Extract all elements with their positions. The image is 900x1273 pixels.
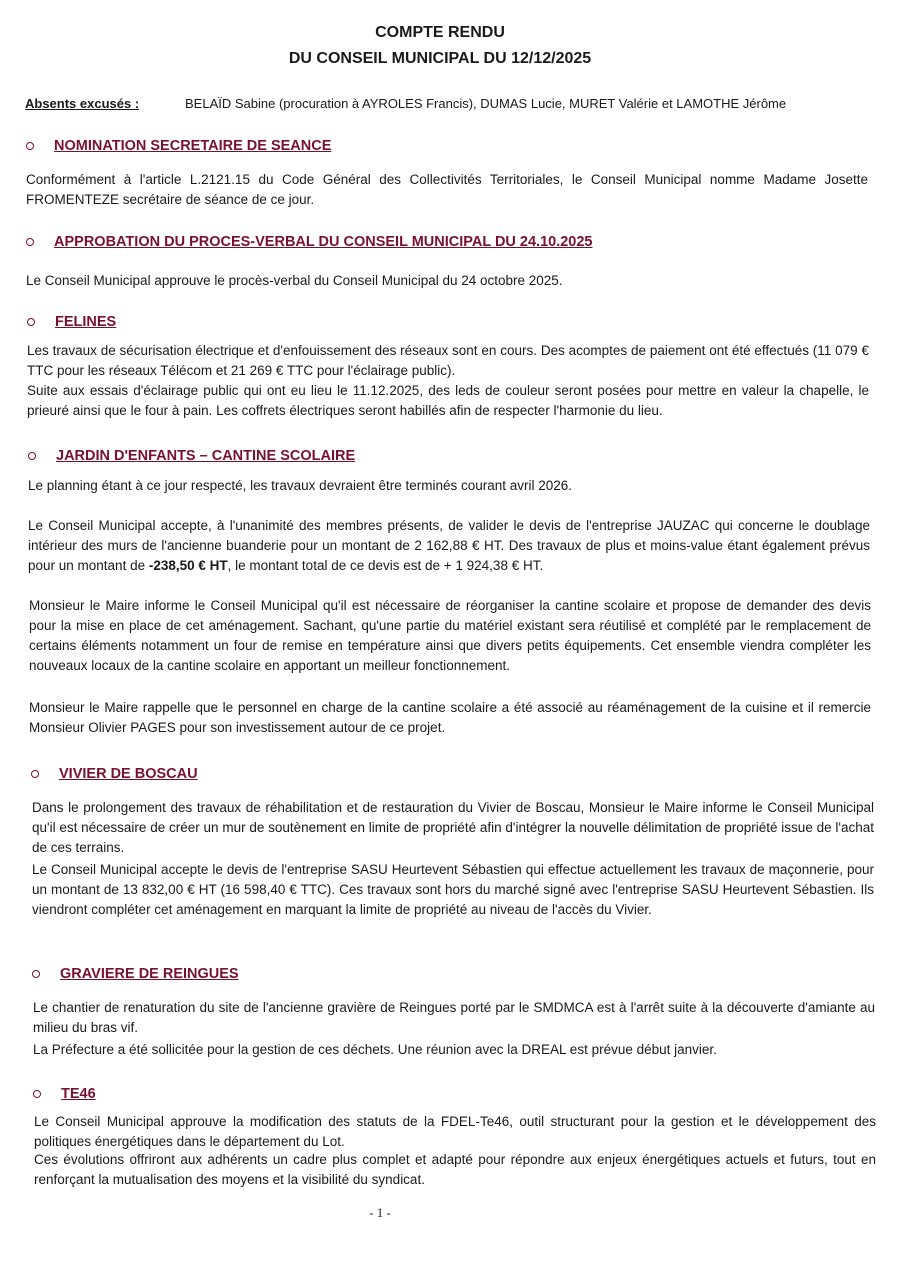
paragraph-bold-amount: -238,50 € HT (148, 558, 228, 573)
bullet-icon (27, 318, 35, 326)
section-title: TE46 (61, 1086, 96, 1102)
section-heading-jardin (28, 448, 355, 464)
section-title: JARDIN D'ENFANTS – CANTINE SCOLAIRE (56, 448, 356, 464)
paragraph: Dans le prolongement des travaux de réhabilitation et de restauration du Vivier de Boscau, Monsieur le Maire informe le Conseil Municipal qu'il est nécessaire de créer un mur de soutènement en limite de propriété afin d'intégrer la nouvelle délimitation de propriété issue de l'achat de ces terrains. (32, 800, 874, 855)
section-title: APPROBATION DU PROCES-VERBAL DU CONSEIL MUNICIPAL DU 24.10.2025 (54, 234, 593, 250)
absents-label: Absents excusés : (25, 96, 140, 111)
paragraph: Monsieur le Maire informe le Conseil Municipal qu'il est nécessaire de réorganiser la cantine scolaire et propose de demander des devis pour la mise en place de cet aménagement. Sachant, qu'une partie du matériel existant sera réutilisé et complété par le remplacement de certains éléments notamment un four de remise en température ainsi que divers petits équipements. Cet ensemble viendra compléter les nouveaux locaux de la cantine scolaire en apportant un meilleur fonctionnement. (29, 598, 871, 673)
paragraph: Monsieur le Maire rappelle que le personnel en charge de la cantine scolaire a été associé au réaménagement de la cuisine et il remercie Monsieur Olivier PAGES pour son investissement autour de ce projet. (29, 700, 871, 735)
section-heading-te46 (33, 1086, 96, 1102)
section-title: VIVIER DE BOSCAU (59, 766, 198, 782)
paragraph: Le Conseil Municipal accepte le devis de l'entreprise SASU Heurtevent Sébastien qui effectue actuellement les travaux de maçonnerie, pour un montant de 13 832,00 € HT (16 598,40 € TTC). Ces travaux sont hors du marché signé avec l'entreprise SASU Heurtevent Sébastien. Ils viendront compléter cet aménagement en marquant la limite de propriété au niveau de l'accès du Vivier. (32, 862, 874, 917)
section-title: FELINES (55, 314, 117, 330)
paragraph: Le chantier de renaturation du site de l'ancienne gravière de Reingues porté par le SMDMCA est à l'arrêt suite à la découverte d'amiante au milieu du bras vif. (33, 1000, 875, 1035)
paragraph: Le planning étant à ce jour respecté, les travaux devraient être terminés courant avril 2026. (28, 478, 573, 493)
paragraph: Suite aux essais d'éclairage public qui ont eu lieu le 11.12.2025, des leds de couleur seront posées pour mettre en valeur la chapelle, le prieuré ainsi que le four à pain. Les coffrets électriques seront habillés afin de respecter l'harmonie du lieu. (27, 383, 869, 418)
section-heading-secretaire (26, 138, 331, 154)
paragraph: Conformément à l'article L.2121.15 du Code Général des Collectivités Territoriales, le Conseil Municipal nomme Madame Josette FROMENTEZE secrétaire de séance de ce jour. (26, 172, 868, 207)
paragraph (28, 516, 870, 576)
paragraph: La Préfecture a été sollicitée pour la gestion de ces déchets. Une réunion avec la DREAL est prévue début janvier. (33, 1042, 717, 1057)
absents-names: BELAÏD Sabine (procuration à AYROLES Francis), DUMAS Lucie, MURET Valérie et LAMOTHE Jérôme (185, 96, 787, 111)
document-title-line2: DU CONSEIL MUNICIPAL DU 12/12/2025 (288, 50, 592, 67)
bullet-icon (32, 970, 40, 978)
paragraph: Le Conseil Municipal approuve la modification des statuts de la FDEL-Te46, outil structurant pour la gestion et le développement des politiques énergétiques dans le département du Lot. (34, 1114, 876, 1149)
paragraph: Le Conseil Municipal approuve le procès-verbal du Conseil Municipal du 24 octobre 2025. (26, 273, 563, 288)
page-number: - 1 - (369, 1205, 391, 1220)
bullet-icon (33, 1090, 41, 1098)
paragraph: Les travaux de sécurisation électrique et d'enfouissement des réseaux sont en cours. Des acomptes de paiement ont été effectués (11 079 € TTC pour les réseaux Télécom et 21 269 € TTC pour l'éclairage public). (27, 343, 869, 378)
section-title: NOMINATION SECRETAIRE DE SEANCE (54, 138, 332, 154)
document-title-line1: COMPTE RENDU (375, 24, 505, 41)
paragraph-text: , le montant total de ce devis est de + 1 924,38 € HT. (227, 558, 544, 573)
bullet-icon (28, 452, 36, 460)
paragraph: Ces évolutions offriront aux adhérents un cadre plus complet et adapté pour répondre aux enjeux énergétiques actuels et futurs, tout en renforçant la mutualisation des moyens et la visibilité du syndicat. (34, 1152, 876, 1187)
section-heading-felines (27, 314, 116, 330)
bullet-icon (26, 142, 34, 150)
section-heading-approbation (26, 234, 592, 250)
section-title: GRAVIERE DE REINGUES (60, 966, 239, 982)
section-heading-vivier (31, 766, 198, 782)
section-heading-graviere (32, 966, 239, 982)
bullet-icon (26, 238, 34, 246)
paragraph-text: Le Conseil Municipal accepte, à l'unanimité des membres présents, de valider le devis de l'entreprise JAUZAC qui concerne le doublage intérieur des murs de l'ancienne buanderie pour un montant de 2 162,88 € HT. Des travaux de plus et moins-value étant également prévus pour un montant de (28, 518, 870, 573)
bullet-icon (31, 770, 39, 778)
absents-line (25, 96, 786, 111)
